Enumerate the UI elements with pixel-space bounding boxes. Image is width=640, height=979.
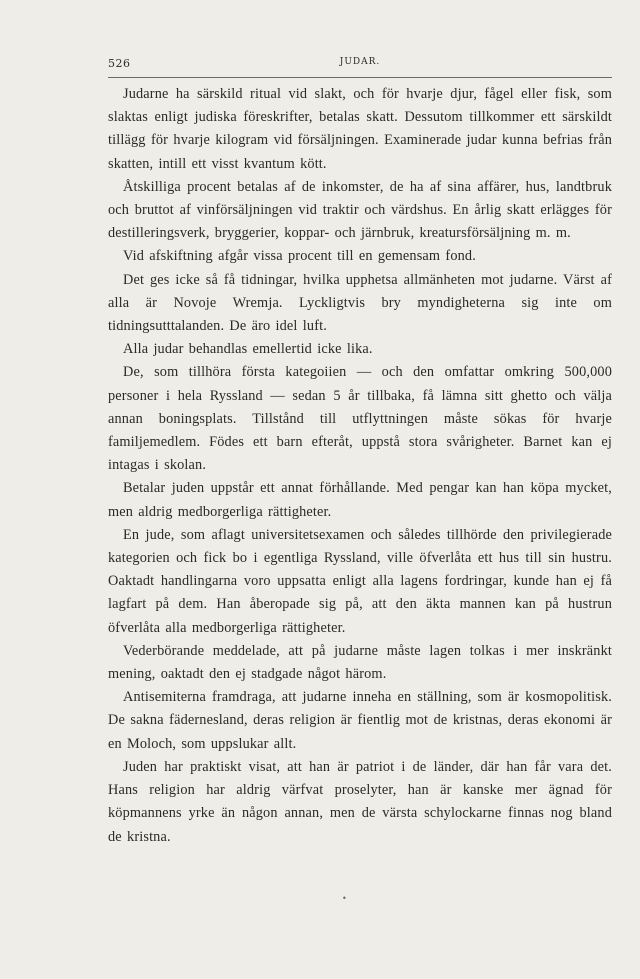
paragraph: Alla judar behandlas emellertid icke lika.: [123, 341, 373, 358]
paragraph: De, som tillhöra första kategoiien — och den omfattar omkring 500,000 personer i hela Ryssland — sedan 5 år tillbaka, få lämna sitt ghetto och välja annan boningsplats. Tillstånd till utflyttningen måste sökas för hvarje familjemedlem. Födes ett barn efteråt, uppstå stora svårigheter. Barnet kan ej intagas i skolan.: [108, 364, 612, 474]
paragraph: Det ges icke så få tidningar, hvilka upphetsa allmänheten mot judarne. Värst af alla är Novoje Wremja. Lyckligtvis bry myndigheterna sig inte om tidningsutttalanden. De äro idel luft.: [108, 271, 612, 335]
paragraph: Betalar juden uppstår ett annat förhållande. Med pengar kan han köpa mycket, men aldrig medborgerliga rättigheter.: [108, 480, 612, 520]
paragraph: Vid afskiftning afgår vissa procent till en gemensam fond.: [123, 248, 476, 265]
body-text: [108, 83, 612, 849]
header-rule: [108, 77, 612, 78]
paragraph: Antisemiterna framdraga, att judarne inneha en ställning, som är kosmopolitisk. De sakna fädernesland, deras religion är fientlig mot de kristnas, deras ekonomi är en Moloch, som uppslukar allt.: [108, 689, 612, 752]
page-number: 526: [108, 57, 131, 70]
paragraph: Juden har praktiskt visat, att han är patriot i de länder, där han får vara det. Hans religion har aldrig värfvat proselyter, han är kanske mer ägnad för köpmannens yrke än någon annan, men de värsta schylockarne finnas nog bland de kristna.: [108, 758, 612, 845]
running-header: [108, 55, 612, 75]
paragraph: En jude, som aflagt universitetsexamen och således tillhörde den privilegierade kategorien och fick bo i egentliga Ryssland, ville öfverlåta ett hus till sin hustru. Oaktadt handlingarna voro uppsatta enligt alla lagens fordringar, kunde han ej få lagfart på dem. Han åberopade sig på, att den äkta mannen kan på hustrun öfverlåta alla medborgerliga rättigheter.: [108, 526, 612, 636]
paragraph: Judarne ha särskild ritual vid slakt, och för hvarje djur, fågel eller fisk, som slaktas enligt judiska föreskrifter, betalas skatt. Dessutom tillkommer ett särskildt tillägg för hvarje kilogram vid försäljningen. Examinerade judar kunna befrias från skatten, intill ett visst kvantum kött.: [108, 86, 612, 172]
paragraph: Åtskilliga procent betalas af de inkomster, de ha af sina affärer, hus, landtbruk och bruttot af vinförsäljningen vid traktir och värdshus. En årlig skatt erlägges för destilleringsverk, bryggerier, koppar- och järnbruk, kreatursförsäljning m. m.: [108, 178, 612, 242]
paragraph: Vederbörande meddelade, att på judarne måste lagen tolkas i mer inskränkt mening, oaktadt den ej stadgade något härom.: [108, 642, 612, 683]
footer-mark: •: [342, 894, 347, 903]
running-title: JUDAR.: [339, 57, 381, 67]
